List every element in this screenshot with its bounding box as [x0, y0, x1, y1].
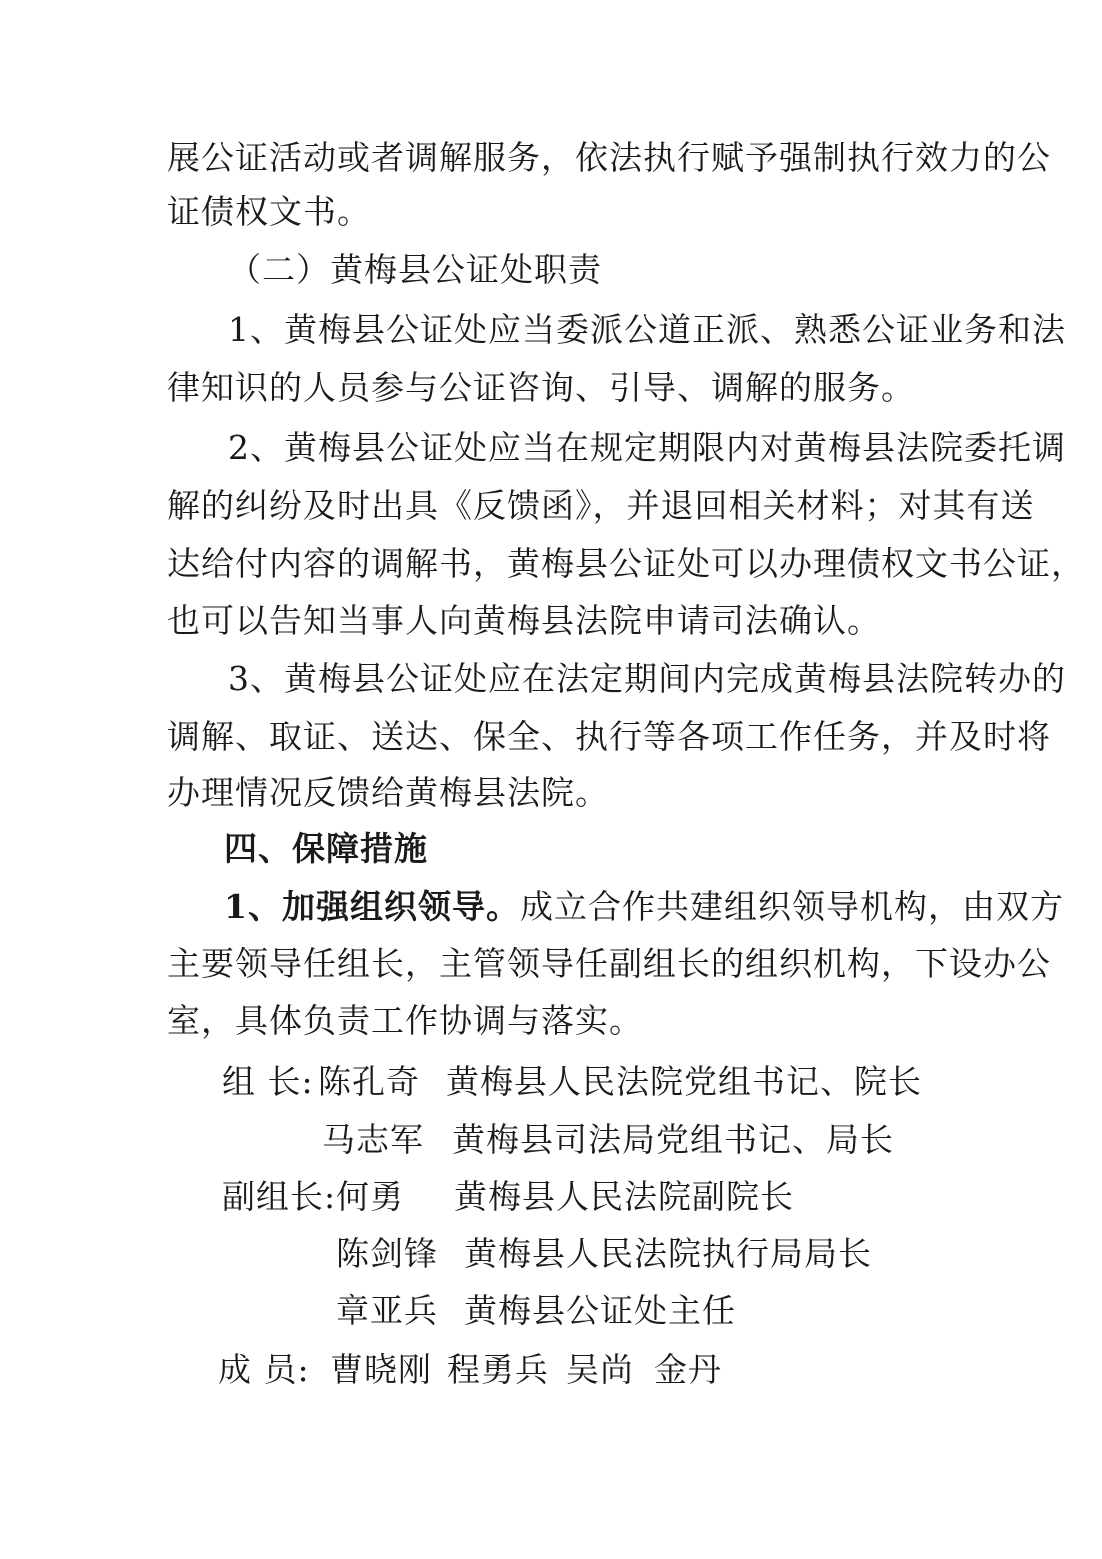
roster-label-deputy: 副组长:	[222, 1177, 337, 1216]
roster-title: 黄梅县人民法院副院长	[454, 1177, 794, 1216]
roster-title: 黄梅县人民法院党组书记、院长	[446, 1062, 922, 1101]
roster-member: 吴尚	[566, 1350, 634, 1389]
roster-label-leader: 组 长:	[222, 1062, 314, 1101]
paragraph-line: 解的纠纷及时出具《反馈函》，并退回相关材料；对其有送	[167, 486, 1035, 525]
roster-name: 章亚兵	[336, 1291, 438, 1330]
roster-member: 金丹	[654, 1350, 722, 1389]
paragraph-line: 1、黄梅县公证处应当委派公道正派、熟悉公证业务和法	[228, 310, 1066, 349]
paragraph-line: 3、黄梅县公证处应在法定期间内完成黄梅县法院转办的	[228, 659, 1066, 698]
paragraph-line: 调解、取证、送达、保全、执行等各项工作任务，并及时将	[167, 717, 1051, 756]
paragraph-line: 展公证活动或者调解服务，依法执行赋予强制执行效力的公	[167, 138, 1051, 177]
section-heading: （二）黄梅县公证处职责	[228, 250, 602, 289]
paragraph-line: 办理情况反馈给黄梅县法院。	[167, 773, 609, 812]
paragraph-line: 主要领导任组长，主管领导任副组长的组织机构，下设办公	[167, 944, 1051, 983]
paragraph-line: 室，具体负责工作协调与落实。	[167, 1001, 643, 1040]
paragraph-line: 达给付内容的调解书，黄梅县公证处可以办理债权文书公证，	[167, 544, 1085, 583]
roster-name: 何勇	[336, 1177, 404, 1216]
section-heading: 四、保障措施	[224, 829, 428, 868]
roster-title: 黄梅县公证处主任	[464, 1291, 736, 1330]
paragraph-line	[224, 887, 1064, 927]
roster-member: 曹晓刚	[330, 1350, 432, 1389]
roster-name: 陈孔奇	[318, 1062, 420, 1101]
roster-title: 黄梅县司法局党组书记、局长	[452, 1120, 894, 1159]
roster-title: 黄梅县人民法院执行局局长	[464, 1234, 872, 1273]
item-text: 成立合作共建组织领导机构，由双方	[519, 887, 1064, 926]
paragraph-line: 也可以告知当事人向黄梅县法院申请司法确认。	[167, 601, 881, 640]
roster-member: 程勇兵	[447, 1350, 549, 1389]
paragraph-line: 证债权文书。	[167, 192, 371, 231]
roster-name: 马志军	[322, 1120, 424, 1159]
roster-label-member: 成 员:	[218, 1350, 310, 1389]
paragraph-line: 律知识的人员参与公证咨询、引导、调解的服务。	[167, 368, 915, 407]
roster-name: 陈剑锋	[336, 1234, 438, 1273]
paragraph-line: 2、黄梅县公证处应当在规定期限内对黄梅县法院委托调	[228, 428, 1066, 467]
item-lead: 1、加强组织领导。	[224, 887, 520, 926]
